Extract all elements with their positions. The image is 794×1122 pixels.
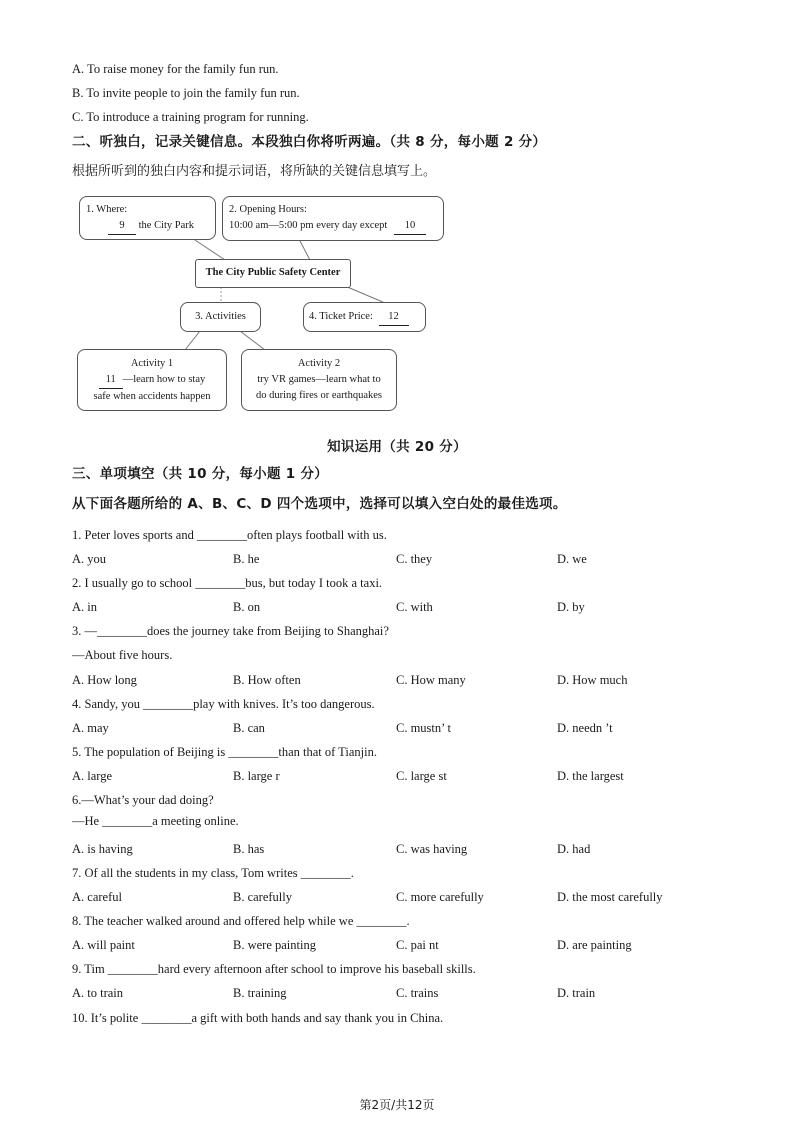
question-7-stem-line-1: 7. Of all the students in my class, Tom writes ________. [72, 866, 354, 880]
question-2-option-c[interactable]: C. with [396, 600, 433, 614]
question-1-stem-line-1: 1. Peter loves sports and ________often plays football with us. [72, 528, 387, 542]
question-4-option-d[interactable]: D. needn ’t [557, 721, 613, 735]
activity1-title: Activity 1 [130, 358, 174, 369]
question-4-stem-line-1: 4. Sandy, you ________play with knives. It’s too dangerous. [72, 697, 375, 711]
question-9-option-c[interactable]: C. trains [396, 986, 439, 1000]
activity2-line1: try VR games—learn what to [257, 374, 381, 385]
center-title: The City Public Safety Center [205, 267, 341, 278]
opening-hours-box [222, 196, 444, 241]
activity2-line2: do during fires or earthquakes [256, 390, 382, 401]
activity1-box [77, 349, 227, 411]
question-3-option-c[interactable]: C. How many [396, 673, 466, 687]
where-box [79, 196, 216, 240]
prev-option-b: B. To invite people to join the family fun run. [72, 86, 300, 100]
question-3-option-b[interactable]: B. How often [233, 673, 301, 687]
question-9-option-d[interactable]: D. train [557, 986, 596, 1000]
question-3-stem-line-2: —About five hours. [72, 648, 173, 662]
knowledge-title: 知识运用（共 20 分） [327, 439, 467, 455]
question-9-option-b[interactable]: B. training [233, 986, 287, 1000]
question-6-option-b[interactable]: B. has [233, 842, 265, 856]
question-4-option-b[interactable]: B. can [233, 721, 265, 735]
question-5-option-a[interactable]: A. large [72, 769, 113, 783]
question-5-option-b[interactable]: B. large r [233, 769, 280, 783]
question-2-option-d[interactable]: D. by [557, 600, 585, 614]
section3-instruction: 从下面各题所给的 A、B、C、D 四个选项中，选择可以填入空白处的最佳选项。 [72, 496, 567, 512]
question-8-option-a[interactable]: A. will paint [72, 938, 135, 952]
question-1-option-d[interactable]: D. we [557, 552, 587, 566]
question-4-option-c[interactable]: C. mustn’ t [396, 721, 451, 735]
opening-hours-text: 10:00 am—5:00 pm every day except [229, 220, 388, 231]
prev-option-a: A. To raise money for the family fun run. [72, 62, 279, 76]
question-6-option-c[interactable]: C. was having [396, 842, 468, 856]
question-7-option-b[interactable]: B. carefully [233, 890, 293, 904]
where-answer-number: 9 [108, 218, 136, 235]
question-8-option-b[interactable]: B. were painting [233, 938, 316, 952]
activity2-box [241, 349, 397, 411]
section3-title: 三、单项填空（共 10 分，每小题 1 分） [72, 466, 329, 482]
question-5-option-d[interactable]: D. the largest [557, 769, 624, 783]
question-7-option-c[interactable]: C. more carefully [396, 890, 484, 904]
question-9-option-a[interactable]: A. to train [72, 986, 124, 1000]
question-6-option-a[interactable]: A. is having [72, 842, 133, 856]
question-6-stem-line-2: —He ________a meeting online. [72, 814, 239, 828]
prev-option-c: C. To introduce a training program for running. [72, 110, 309, 124]
question-7-option-a[interactable]: A. careful [72, 890, 122, 904]
opening-hours-label: 2. Opening Hours: [229, 204, 307, 215]
question-8-option-c[interactable]: C. pai nt [396, 938, 439, 952]
question-2-option-b[interactable]: B. on [233, 600, 261, 614]
opening-hours-answer-number: 10 [394, 218, 426, 235]
activity2-title: Activity 2 [297, 358, 341, 369]
question-2-stem-line-1: 2. I usually go to school ________bus, but today I took a taxi. [72, 576, 383, 590]
question-2-option-a[interactable]: A. in [72, 600, 97, 614]
question-5-option-c[interactable]: C. large st [396, 769, 447, 783]
where-text: the City Park [138, 220, 195, 231]
question-10-stem-line-1: 10. It’s polite ________a gift with both hands and say thank you in China. [72, 1011, 444, 1025]
question-8-stem-line-1: 8. The teacher walked around and offered help while we ________. [72, 914, 410, 928]
section2-instruction: 根据所听到的独白内容和提示词语，将所缺的关键信息填写上。 [72, 164, 437, 179]
ticket-price-box [303, 302, 426, 332]
page-footer: 第2页/共12页 [359, 1098, 435, 1112]
activities-label: 3. Activities [195, 311, 246, 322]
question-5-stem-line-1: 5. The population of Beijing is ________than that of Tianjin. [72, 745, 377, 759]
activity1-answer-number: 11 [99, 372, 123, 389]
activity1-line1: —learn how to stay [122, 374, 206, 385]
question-3-option-d[interactable]: D. How much [557, 673, 628, 687]
question-1-option-c[interactable]: C. they [396, 552, 433, 566]
question-3-stem-line-1: 3. —________does the journey take from Beijing to Shanghai? [72, 624, 389, 638]
question-6-option-d[interactable]: D. had [557, 842, 591, 856]
question-6-stem-line-1: 6.—What’s your dad doing? [72, 793, 214, 807]
question-8-option-d[interactable]: D. are painting [557, 938, 632, 952]
activities-box [180, 302, 261, 332]
question-9-stem-line-1: 9. Tim ________hard every afternoon after school to improve his baseball skills. [72, 962, 476, 976]
section2-title: 二、听独白，记录关键信息。本段独白你将听两遍。（共 8 分，每小题 2 分） [72, 134, 547, 150]
question-1-option-b[interactable]: B. he [233, 552, 260, 566]
ticket-price-answer-number: 12 [379, 309, 409, 326]
question-7-option-d[interactable]: D. the most carefully [557, 890, 663, 904]
question-1-option-a[interactable]: A. you [72, 552, 107, 566]
activity1-line2: safe when accidents happen [93, 391, 211, 402]
center-title-box [195, 259, 351, 288]
where-label: 1. Where: [86, 204, 128, 215]
question-4-option-a[interactable]: A. may [72, 721, 109, 735]
ticket-price-label: 4. Ticket Price: [309, 311, 373, 322]
question-3-option-a[interactable]: A. How long [72, 673, 137, 687]
